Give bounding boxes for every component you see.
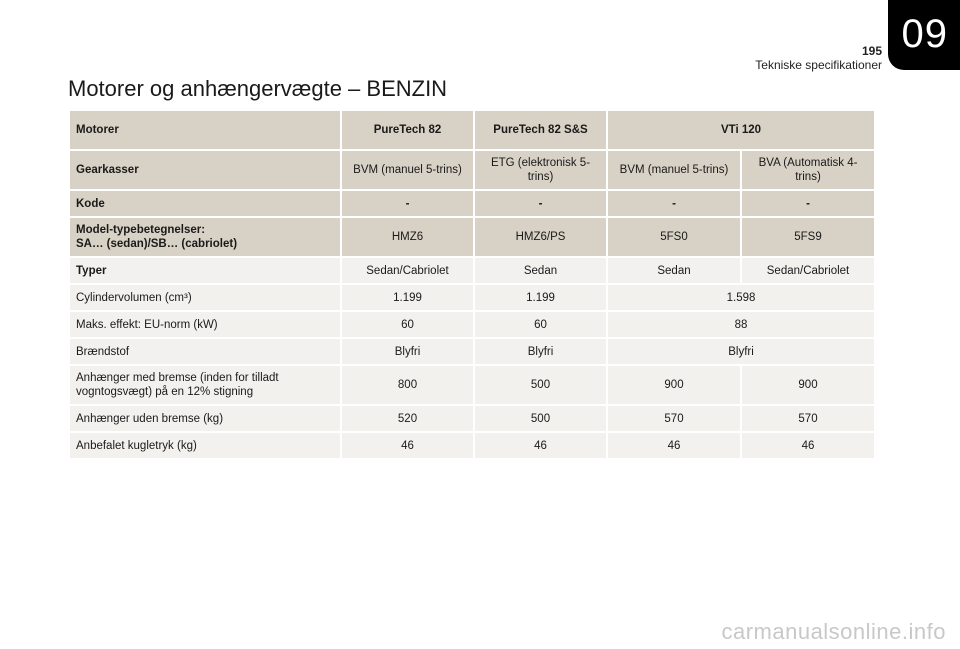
- table-row-noseweight: [69, 432, 875, 459]
- row-label-line: Anhænger med bremse (inden for tilladt: [76, 372, 279, 384]
- table-row-type: [69, 257, 875, 284]
- table-cell: 500: [474, 405, 607, 432]
- table-cell: 5FS0: [607, 217, 741, 257]
- table-cell: 900: [741, 365, 875, 405]
- column-header: VTi 120: [607, 110, 875, 150]
- table-cell: 46: [341, 432, 474, 459]
- table-row-braked-trailer: [69, 365, 875, 405]
- table-cell: Blyfri: [607, 338, 875, 365]
- specs-table: [68, 109, 876, 460]
- column-header: PureTech 82: [341, 110, 474, 150]
- table-cell: Blyfri: [341, 338, 474, 365]
- table-cell: 60: [341, 311, 474, 338]
- row-label: [69, 365, 341, 405]
- table-row-code: [69, 190, 875, 217]
- table-cell: 520: [341, 405, 474, 432]
- table-row-model: [69, 217, 875, 257]
- section-name: Tekniske specifikationer: [755, 58, 882, 72]
- table-cell: BVM (manuel 5-trins): [341, 150, 474, 190]
- table-row-power: [69, 311, 875, 338]
- table-row-fuel: [69, 338, 875, 365]
- table-cell: -: [607, 190, 741, 217]
- table-cell: -: [341, 190, 474, 217]
- table-cell: 1.199: [341, 284, 474, 311]
- table-cell: Blyfri: [474, 338, 607, 365]
- table-cell: HMZ6/PS: [474, 217, 607, 257]
- table-cell: 570: [741, 405, 875, 432]
- table-cell: Sedan/Cabriolet: [341, 257, 474, 284]
- table-cell: -: [741, 190, 875, 217]
- row-label: Anbefalet kugletryk (kg): [69, 432, 341, 459]
- page-number: 195: [861, 44, 882, 58]
- table-cell: ETG (elektronisk 5-trins): [474, 150, 607, 190]
- table-cell: Sedan: [607, 257, 741, 284]
- table-cell: 46: [607, 432, 741, 459]
- row-label: Gearkasser: [69, 150, 341, 190]
- chapter-tab: [888, 0, 960, 70]
- table-cell: 900: [607, 365, 741, 405]
- row-label-line: vogntogsvægt) på en 12% stigning: [76, 386, 254, 398]
- column-header: Motorer: [69, 110, 341, 150]
- table-cell: -: [474, 190, 607, 217]
- table-cell: 1.598: [607, 284, 875, 311]
- table-cell: 46: [474, 432, 607, 459]
- table-cell: 60: [474, 311, 607, 338]
- table-cell: HMZ6: [341, 217, 474, 257]
- table-cell: 570: [607, 405, 741, 432]
- chapter-number: 09: [901, 12, 948, 56]
- row-label-line: Model-typebetegnelser:: [76, 224, 206, 236]
- table-cell: 1.199: [474, 284, 607, 311]
- row-label: Cylindervolumen (cm³): [69, 284, 341, 311]
- table-cell: Sedan/Cabriolet: [741, 257, 875, 284]
- table-cell: 500: [474, 365, 607, 405]
- table-cell: BVM (manuel 5-trins): [607, 150, 741, 190]
- table-cell: 800: [341, 365, 474, 405]
- page-title: Motorer og anhængervægte – BENZIN: [68, 76, 448, 101]
- table-cell: 88: [607, 311, 875, 338]
- table-header-row: [69, 110, 875, 150]
- row-label: Anhænger uden bremse (kg): [69, 405, 341, 432]
- row-label: Typer: [69, 257, 341, 284]
- row-label: Brændstof: [69, 338, 341, 365]
- column-header: PureTech 82 S&S: [474, 110, 607, 150]
- table-row-gearbox: [69, 150, 875, 190]
- row-label-line: SA… (sedan)/SB… (cabriolet): [76, 238, 238, 250]
- row-label: Kode: [69, 190, 341, 217]
- table-cell: BVA (Automatisk 4-trins): [741, 150, 875, 190]
- table-cell: 5FS9: [741, 217, 875, 257]
- table-row-unbraked-trailer: [69, 405, 875, 432]
- table-cell: Sedan: [474, 257, 607, 284]
- row-label: Maks. effekt: EU-norm (kW): [69, 311, 341, 338]
- table-cell: 46: [741, 432, 875, 459]
- table-row-displacement: [69, 284, 875, 311]
- row-label: [69, 217, 341, 257]
- watermark: carmanualsonline.info: [721, 619, 946, 644]
